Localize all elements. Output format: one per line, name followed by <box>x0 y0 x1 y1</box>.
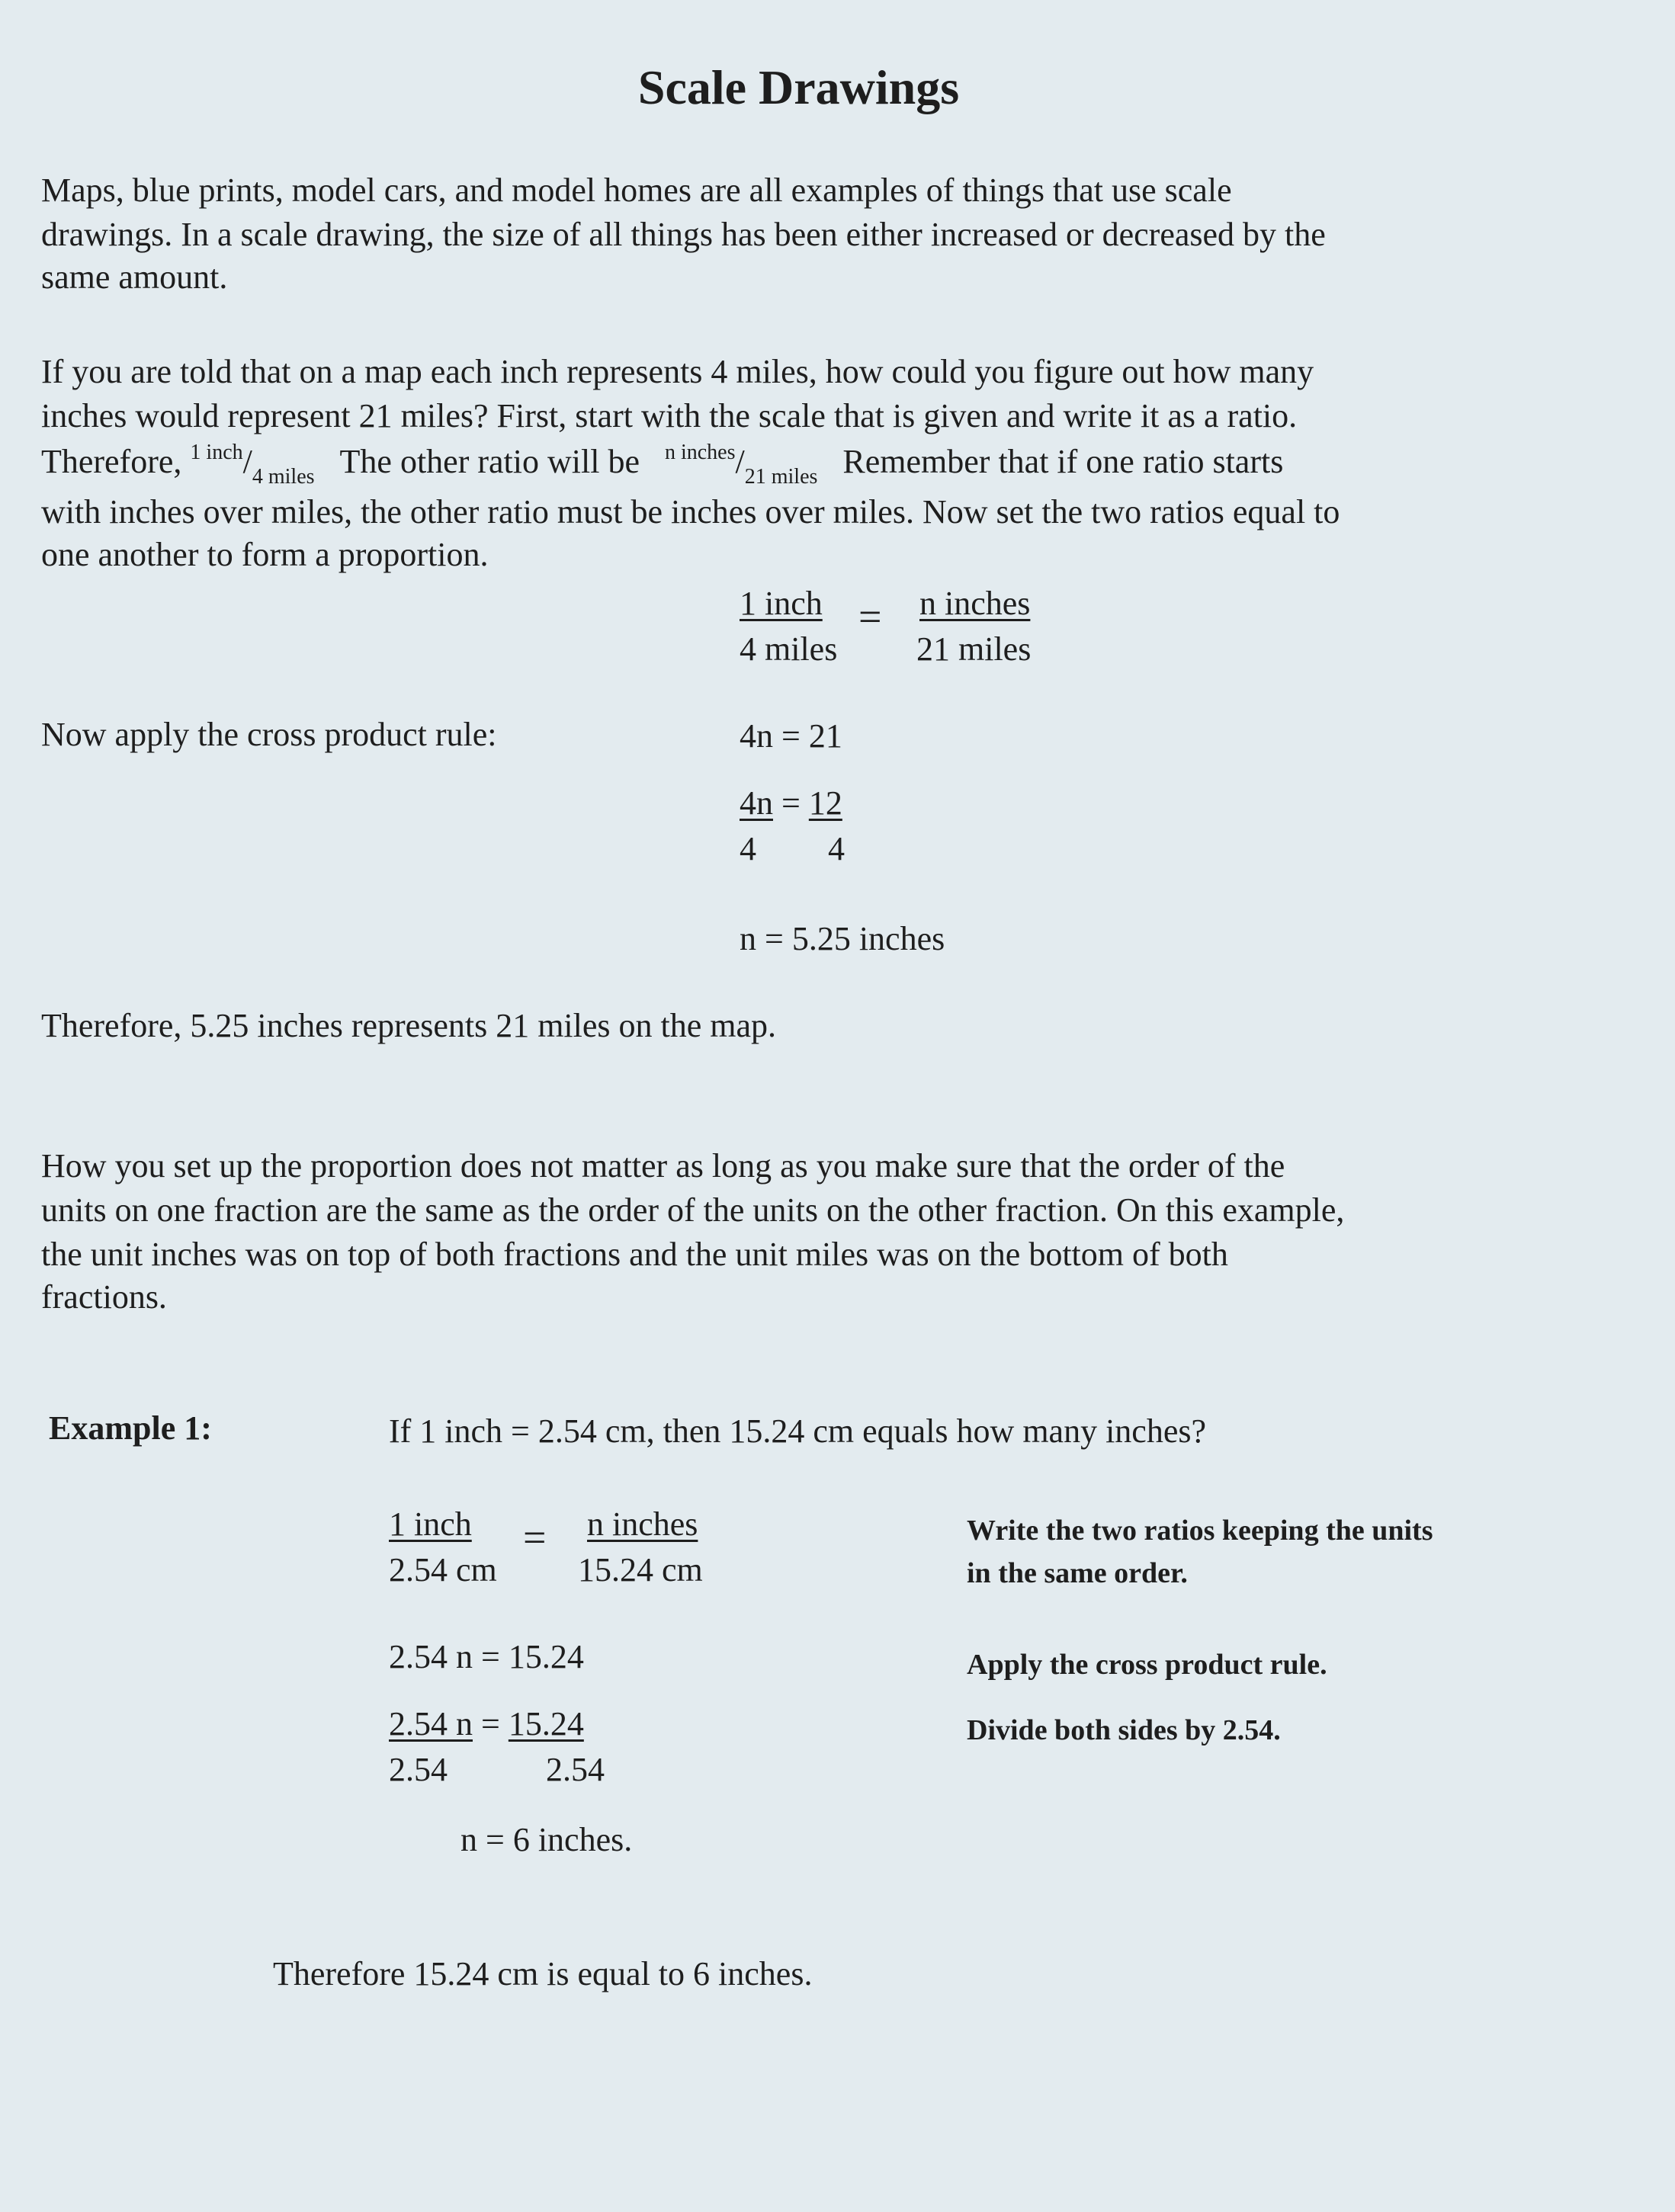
example1-label: Example 1: <box>49 1409 212 1447</box>
step1-result: n = 5.25 inches <box>740 920 945 957</box>
conclusion-1: Therefore, 5.25 inches represents 21 miles on the map. <box>41 1007 777 1044</box>
para2-line-4: with inches over miles, the other ratio must be inches over miles. Now set the two ratios equal to <box>41 493 1340 531</box>
example1-result: n = 6 inches. <box>460 1821 633 1858</box>
intro-line-2: drawings. In a scale drawing, the size of all things has been either increased or decreased by the <box>41 216 1326 253</box>
example1-equation: 2.54 n = 15.24 <box>389 1638 584 1675</box>
intro-line-1: Maps, blue prints, model cars, and model homes are all examples of things that use scale <box>41 172 1232 209</box>
inline-ratio2-denominator: 21 miles <box>744 465 818 489</box>
para3-line-1: How you set up the proportion does not matter as long as you make sure that the order of the <box>41 1147 1285 1185</box>
para2-line-1: If you are told that on a map each inch represents 4 miles, how could you figure out how many <box>41 353 1314 390</box>
para3-line-3: the unit inches was on top of both fractions and the unit miles was on the bottom of both <box>41 1236 1228 1273</box>
example1-note-1a: Write the two ratios keeping the units <box>967 1515 1433 1547</box>
other-ratio-text: The other ratio will be <box>339 443 640 480</box>
example1-question: If 1 inch = 2.54 cm, then 15.24 cm equals how many inches? <box>389 1412 1207 1450</box>
example1-note-3: Divide both sides by 2.54. <box>967 1714 1281 1746</box>
therefore-text: Therefore, <box>41 443 182 480</box>
para3-line-2: units on one fraction are the same as the order of the units on the other fraction. On this example, <box>41 1191 1345 1229</box>
proportion1-right-denominator: 21 miles <box>916 630 1032 668</box>
example1-note-2: Apply the cross product rule. <box>967 1649 1327 1681</box>
para2-line-3 <box>41 441 1283 488</box>
step1-equation: 4n = 21 <box>740 717 842 755</box>
example1-right-denominator: 15.24 cm <box>578 1551 703 1588</box>
para3-line-4: fractions. <box>41 1278 167 1316</box>
inline-ratio1-denominator: 4 miles <box>252 465 315 489</box>
para2-line-5: one another to form a proportion. <box>41 536 489 573</box>
step1-division-left-den: 4 <box>740 830 756 867</box>
example1-note-1b: in the same order. <box>967 1557 1188 1589</box>
step1-division-top: 4n = 12 <box>740 784 842 822</box>
inline-ratio2-slash: / <box>735 443 745 480</box>
example1-left-numerator: 1 inch <box>389 1505 472 1543</box>
intro-line-3: same amount. <box>41 258 228 296</box>
para2-line-2: inches would represent 21 miles? First, start with the scale that is given and write it as a ratio. <box>41 397 1298 434</box>
step1-division-right-den: 4 <box>828 830 845 867</box>
example1-division-top: 2.54 n = 15.24 <box>389 1705 584 1742</box>
proportion1-left-denominator: 4 miles <box>740 630 838 668</box>
example1-division-left-den: 2.54 <box>389 1751 448 1788</box>
inline-ratio2-numerator: n inches <box>664 441 736 464</box>
example1-equals: = <box>523 1515 547 1560</box>
example1-conclusion: Therefore 15.24 cm is equal to 6 inches. <box>273 1955 813 1992</box>
proportion1-left-numerator: 1 inch <box>740 585 823 622</box>
proportion1-right-numerator: n inches <box>919 585 1031 622</box>
inline-ratio1-slash: / <box>242 443 252 480</box>
page-title: Scale Drawings <box>637 60 960 114</box>
proportion1-equals: = <box>858 594 882 640</box>
example1-left-denominator: 2.54 cm <box>389 1551 497 1588</box>
cross-product-label: Now apply the cross product rule: <box>41 716 497 753</box>
example1-division-right-den: 2.54 <box>546 1751 605 1788</box>
remember-text: Remember that if one ratio starts <box>842 443 1284 480</box>
example1-right-numerator: n inches <box>587 1505 698 1543</box>
inline-ratio1-numerator: 1 inch <box>190 441 243 464</box>
